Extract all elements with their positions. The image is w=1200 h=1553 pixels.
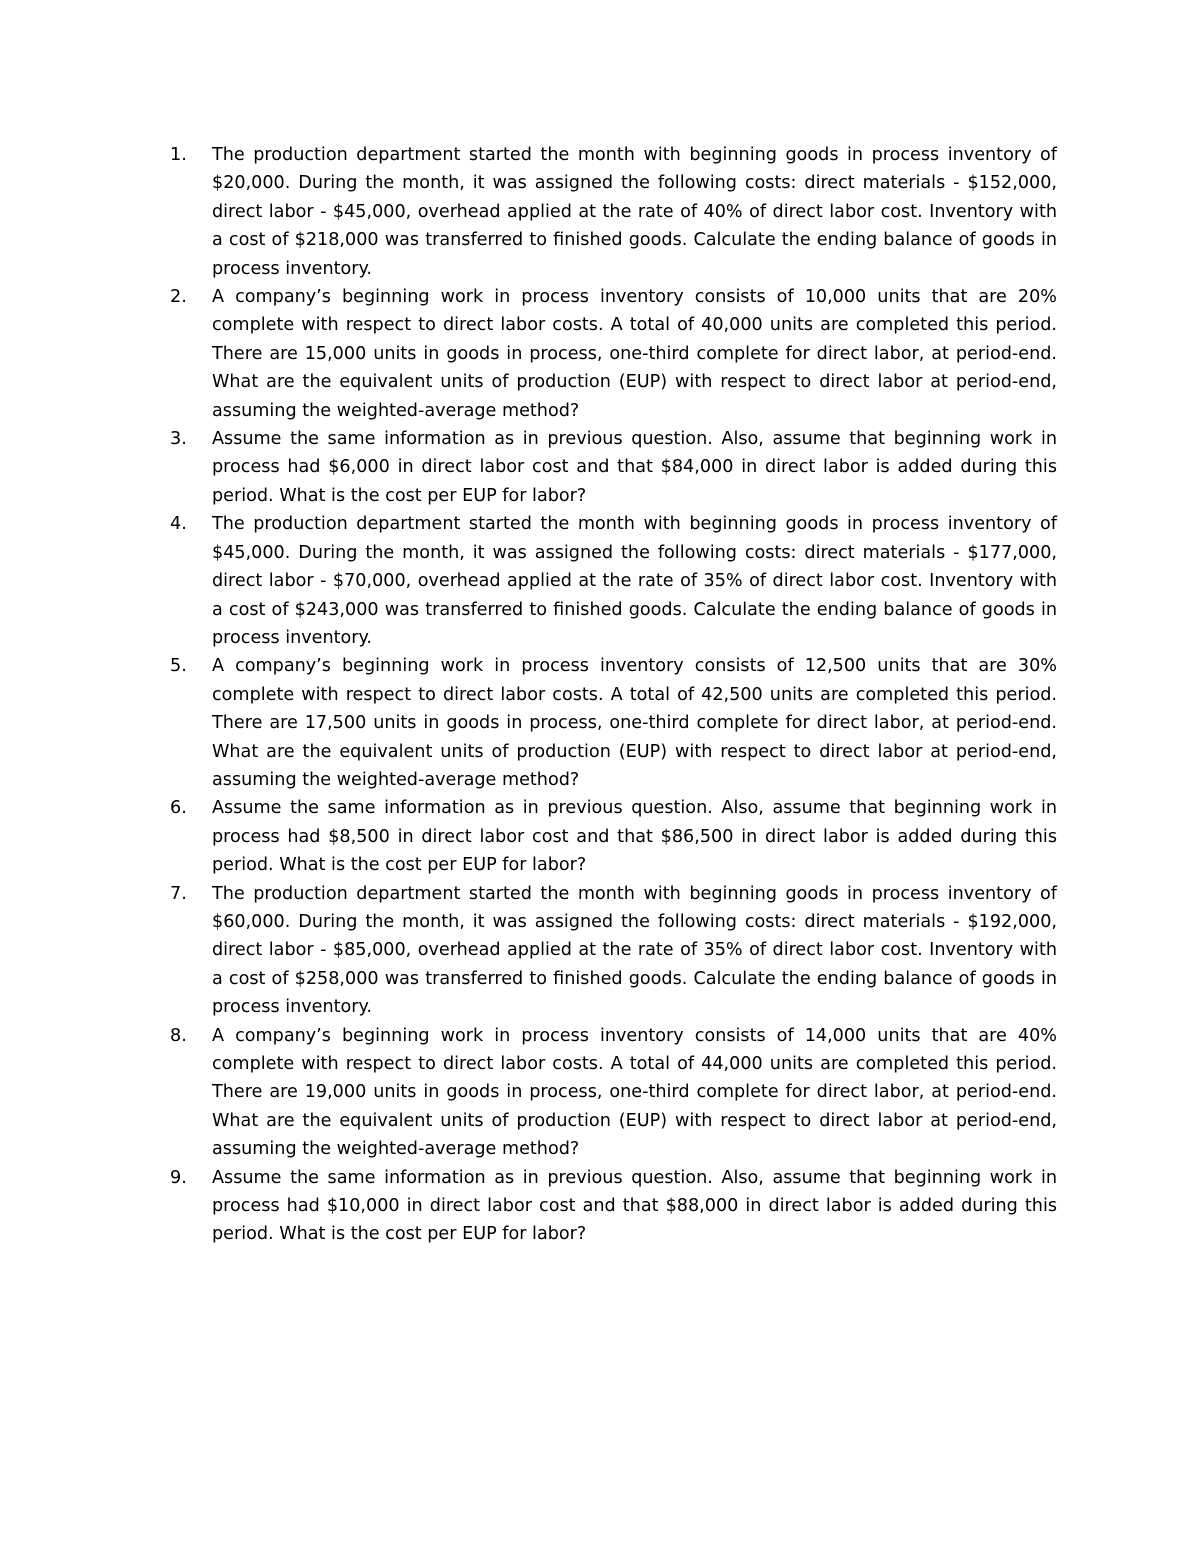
question-item-6 (170, 794, 1057, 879)
question-number: 7. (170, 883, 187, 904)
question-number: 9. (170, 1167, 187, 1188)
question-item-2 (170, 283, 1057, 425)
question-number: 6. (170, 798, 187, 819)
question-number: 5. (170, 656, 187, 677)
question-item-8 (170, 1022, 1057, 1164)
question-text: A company’s beginning work in process inventory consists of 14,000 units that are 40% complete with respect to direct labor costs. A total of 44,000 units are completed this period. There are 19,000 units in goods in process, one-third complete for direct labor, at period-end. What are the equivalent units of production (EUP) with respect to direct labor at period-end, assuming the weighted-average method? (212, 1025, 1057, 1160)
question-text: A company’s beginning work in process inventory consists of 10,000 units that are 20% complete with respect to direct labor costs. A total of 40,000 units are completed this period. There are 15,000 units in goods in process, one-third complete for direct labor, at period-end. What are the equivalent units of production (EUP) with respect to direct labor at period-end, assuming the weighted-average method? (212, 287, 1057, 421)
question-item-9 (170, 1164, 1057, 1249)
question-list (170, 141, 1057, 1249)
question-text: The production department started the month with beginning goods in process inventory of $60,000. During the month, it was assigned the following costs: direct materials - $192,000, direct labor - $85,000, overhead applied at the rate of 35% of direct labor cost. Inventory with a cost of $258,000 was transferred to finished goods. Calculate the ending balance of goods in process inventory. (212, 883, 1057, 1018)
question-text: The production department started the month with beginning goods in process inventory of $45,000. During the month, it was assigned the following costs: direct materials - $177,000, direct labor - $70,000, overhead applied at the rate of 35% of direct labor cost. Inventory with a cost of $243,000 was transferred to finished goods. Calculate the ending balance of goods in process inventory. (212, 514, 1057, 648)
question-text: A company’s beginning work in process inventory consists of 12,500 units that are 30% complete with respect to direct labor costs. A total of 42,500 units are completed this period. There are 17,500 units in goods in process, one-third complete for direct labor, at period-end. What are the equivalent units of production (EUP) with respect to direct labor at period-end, assuming the weighted-average method? (212, 656, 1057, 790)
question-item-4 (170, 510, 1057, 652)
question-number: 2. (170, 287, 187, 308)
question-number: 3. (170, 429, 187, 450)
question-text: Assume the same information as in previous question. Also, assume that beginning work in process had $6,000 in direct labor cost and that $84,000 in direct labor is added during this period. What is the cost per EUP for labor? (212, 429, 1057, 506)
question-text: The production department started the month with beginning goods in process inventory of $20,000. During the month, it was assigned the following costs: direct materials - $152,000, direct labor - $45,000, overhead applied at the rate of 40% of direct labor cost. Inventory with a cost of $218,000 was transferred to finished goods. Calculate the ending balance of goods in process inventory. (212, 145, 1057, 279)
question-item-3 (170, 425, 1057, 510)
question-number: 4. (170, 514, 187, 535)
question-text: Assume the same information as in previous question. Also, assume that beginning work in process had $10,000 in direct labor cost and that $88,000 in direct labor is added during this period. What is the cost per EUP for labor? (212, 1167, 1057, 1245)
question-number: 1. (170, 145, 187, 165)
question-item-5 (170, 652, 1057, 794)
question-item-7 (170, 880, 1057, 1022)
question-text: Assume the same information as in previous question. Also, assume that beginning work in process had $8,500 in direct labor cost and that $86,500 in direct labor is added during this period. What is the cost per EUP for labor? (212, 798, 1057, 876)
question-number: 8. (170, 1025, 187, 1046)
question-item-1 (170, 141, 1057, 283)
